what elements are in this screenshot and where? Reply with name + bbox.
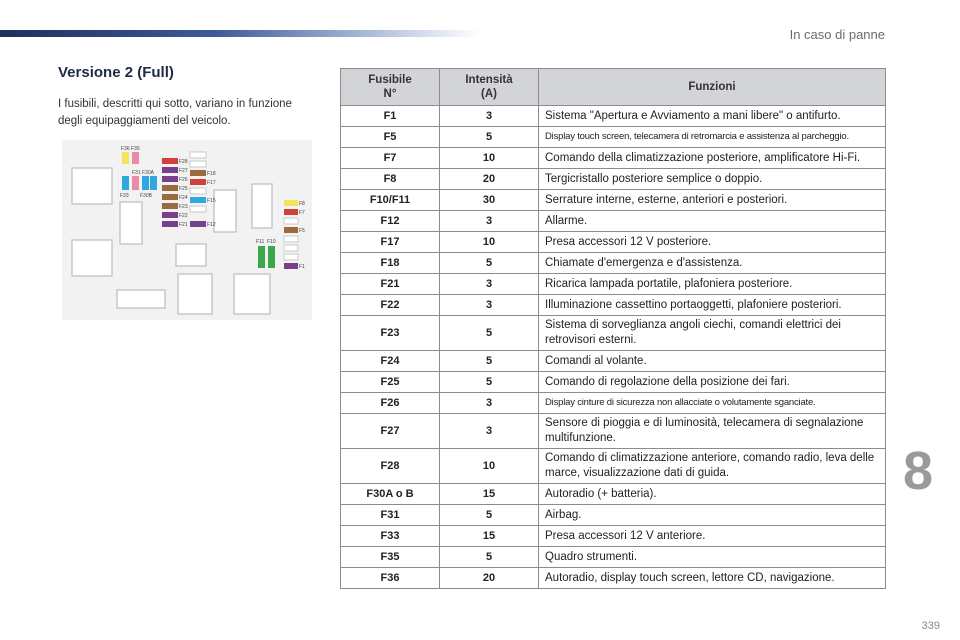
cell-function: Presa accessori 12 V anteriore.: [539, 526, 886, 547]
label-f35: F35: [131, 146, 140, 152]
cell-fuse: F30A o B: [341, 484, 440, 505]
label-f26: F26: [179, 177, 188, 183]
cell-fuse: F27: [341, 414, 440, 449]
table-row: [341, 414, 886, 449]
table-row: [341, 316, 886, 351]
cell-amperage: 5: [440, 547, 539, 568]
cell-amperage: 3: [440, 211, 539, 232]
header-fuse: Fusibile N°: [341, 69, 440, 106]
cell-amperage: 10: [440, 148, 539, 169]
cell-function: Quadro strumenti.: [539, 547, 886, 568]
label-f17: F17: [207, 180, 216, 186]
intro-text: I fusibili, descritti qui sotto, variano in funzione degli equipaggiamenti del veicolo.: [58, 98, 292, 127]
label-f33: F33: [120, 193, 129, 199]
table-row: [341, 232, 886, 253]
label-f15: F15: [207, 198, 216, 204]
cell-function: Chiamate d'emergenza e d'assistenza.: [539, 253, 886, 274]
cell-amperage: 3: [440, 106, 539, 127]
table-row: [341, 148, 886, 169]
cell-function: Ricarica lampada portatile, plafoniera posteriore.: [539, 274, 886, 295]
cell-fuse: F18: [341, 253, 440, 274]
label-f21: F21: [179, 222, 188, 228]
header-amperage: Intensità (A): [440, 69, 539, 106]
cell-fuse: F31: [341, 505, 440, 526]
label-f31: F31: [132, 170, 141, 176]
cell-fuse: F12: [341, 211, 440, 232]
cell-amperage: 5: [440, 351, 539, 372]
label-f30b: F30B: [140, 193, 152, 199]
cell-fuse: F24: [341, 351, 440, 372]
cell-amperage: 5: [440, 372, 539, 393]
table-row: [341, 253, 886, 274]
label-f5: F5: [299, 228, 305, 234]
cell-fuse: F21: [341, 274, 440, 295]
header-gradient-bar: [0, 30, 480, 37]
cell-function: Illuminazione cassettino portaoggetti, plafoniere posteriori.: [539, 295, 886, 316]
cell-amperage: 5: [440, 253, 539, 274]
table-header-row: [341, 69, 886, 106]
cell-fuse: F1: [341, 106, 440, 127]
table-row: [341, 449, 886, 484]
cell-function: Display touch screen, telecamera di retromarcia e assistenza al parcheggio.: [539, 127, 886, 148]
cell-amperage: 3: [440, 295, 539, 316]
cell-function: Allarme.: [539, 211, 886, 232]
cell-fuse: F23: [341, 316, 440, 351]
cell-amperage: 5: [440, 316, 539, 351]
cell-function: Comandi al volante.: [539, 351, 886, 372]
cell-function: Airbag.: [539, 505, 886, 526]
label-f11: F11: [256, 239, 265, 245]
cell-function: Tergicristallo posteriore semplice o doppio.: [539, 169, 886, 190]
table-row: [341, 505, 886, 526]
label-f22: F22: [179, 213, 188, 219]
table-row: [341, 351, 886, 372]
label-f12: F12: [207, 222, 216, 228]
table-row: [341, 295, 886, 316]
table-row: [341, 526, 886, 547]
cell-fuse: F26: [341, 393, 440, 414]
label-f7: F7: [299, 210, 305, 216]
table-row: [341, 547, 886, 568]
cell-fuse: F7: [341, 148, 440, 169]
header-functions: Funzioni: [539, 69, 886, 106]
table-row: [341, 372, 886, 393]
label-f23: F23: [179, 204, 188, 210]
label-f18: F18: [207, 171, 216, 177]
label-f36: F36: [121, 146, 130, 152]
cell-amperage: 10: [440, 449, 539, 484]
page-number: 339: [921, 620, 940, 632]
cell-amperage: 15: [440, 484, 539, 505]
cell-function: Sistema "Apertura e Avviamento a mani libere" o antifurto.: [539, 106, 886, 127]
label-f10: F10: [267, 239, 276, 245]
cell-function: Presa accessori 12 V posteriore.: [539, 232, 886, 253]
cell-fuse: F33: [341, 526, 440, 547]
table-row: [341, 274, 886, 295]
table-row: [341, 190, 886, 211]
label-f8: F8: [299, 201, 305, 207]
cell-function: Comando di climatizzazione anteriore, comando radio, leva delle marce, visualizzazione dati di guida.: [539, 449, 886, 484]
cell-function: Comando di regolazione della posizione dei fari.: [539, 372, 886, 393]
chapter-title: In caso di panne: [789, 27, 885, 42]
table-row: [341, 484, 886, 505]
cell-function: Autoradio (+ batteria).: [539, 484, 886, 505]
cell-function: Sensore di pioggia e di luminosità, telecamera di segnalazione multifunzione.: [539, 414, 886, 449]
table-row: [341, 393, 886, 414]
fuse-box-diagram: [62, 140, 312, 320]
cell-fuse: F8: [341, 169, 440, 190]
table-row: [341, 106, 886, 127]
label-f28: F28: [179, 159, 188, 165]
cell-amperage: 30: [440, 190, 539, 211]
cell-fuse: F36: [341, 568, 440, 589]
cell-amperage: 3: [440, 393, 539, 414]
section-title: Versione 2 (Full): [58, 64, 174, 81]
table-row: [341, 211, 886, 232]
cell-amperage: 3: [440, 274, 539, 295]
cell-amperage: 5: [440, 505, 539, 526]
cell-fuse: F22: [341, 295, 440, 316]
cell-amperage: 3: [440, 414, 539, 449]
cell-amperage: 5: [440, 127, 539, 148]
cell-function: Serrature interne, esterne, anteriori e posteriori.: [539, 190, 886, 211]
cell-fuse: F10/F11: [341, 190, 440, 211]
cell-fuse: F5: [341, 127, 440, 148]
chapter-number: 8: [903, 441, 934, 501]
cell-amperage: 15: [440, 526, 539, 547]
label-f1: F1: [299, 264, 305, 270]
cell-function: Autoradio, display touch screen, lettore CD, navigazione.: [539, 568, 886, 589]
label-f25: F25: [179, 186, 188, 192]
table-row: [341, 568, 886, 589]
cell-fuse: F17: [341, 232, 440, 253]
cell-fuse: F25: [341, 372, 440, 393]
label-f24: F24: [179, 195, 188, 201]
fuse-table: [340, 68, 886, 589]
table-row: [341, 169, 886, 190]
cell-function: Sistema di sorveglianza angoli ciechi, comandi elettrici dei retrovisori esterni.: [539, 316, 886, 351]
cell-amperage: 10: [440, 232, 539, 253]
table-row: [341, 127, 886, 148]
cell-function: Comando della climatizzazione posteriore, amplificatore Hi-Fi.: [539, 148, 886, 169]
cell-function: Display cinture di sicurezza non allacciate o volutamente sganciate.: [539, 393, 886, 414]
cell-amperage: 20: [440, 169, 539, 190]
label-f27: F27: [179, 168, 188, 174]
cell-fuse: F35: [341, 547, 440, 568]
label-f30a: F30A: [142, 170, 154, 176]
cell-amperage: 20: [440, 568, 539, 589]
cell-fuse: F28: [341, 449, 440, 484]
